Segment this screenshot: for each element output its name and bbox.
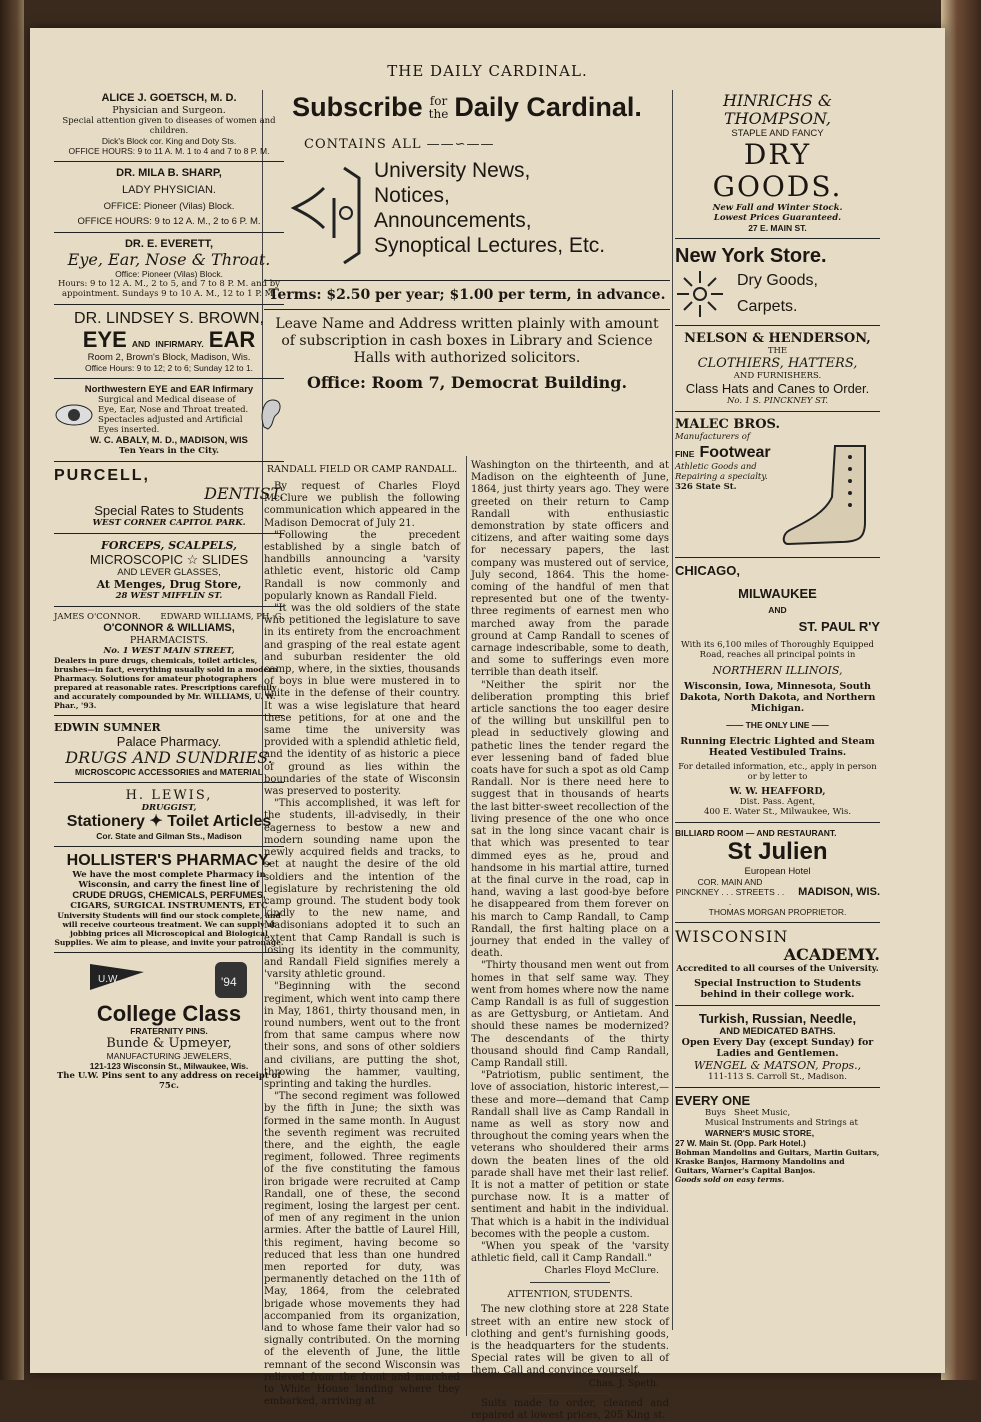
contains-label: CONTAINS ALL <box>304 137 422 152</box>
ad-text: CIGARS, SURGICAL INSTRUMENTS, ETC <box>70 901 268 911</box>
ad-address: Cor. State and Gilman Sts., Madison <box>96 831 242 841</box>
ad-specialty: Eye, Ear, Nose & Throat. <box>67 250 271 269</box>
ad-subtitle: PHARMACISTS. <box>129 635 209 646</box>
ad-text: For detailed information, etc., apply in person or by letter to <box>678 762 877 782</box>
ad-address: COR. MAIN AND PINCKNEY . . . STREETS . . . <box>675 877 785 907</box>
ad-text: Wisconsin, Iowa, Minnesota, South Dakota, North Dakota, and Northern Michigan. <box>679 681 876 714</box>
contains-item: Announcements, <box>374 209 532 232</box>
ad-text: We have the most complete Pharmacy in Wisconsin, and carry the finest line of <box>72 870 266 890</box>
ad-subtitle: Manufacturers of <box>675 432 751 442</box>
article-paragraph: "Neither the spirit nor the deliberation prompting this brief article sanctions the too eager desire of the willing but unskillful pen to plead in seductively glowing and pathetic lines the tender regard the ever lessening band of faded blue coats have for such a spot as old Camp Randall. Nor is there need here to suggest that in thousands of hearts the last bitter-sweet recollection of the living presence of the one who once sat in the long since vacant chair is that which was presented to tear dimmed eyes as he, proud and handsome in his martial attire, turned at the final curve in the road, cap in hand, waving a last good-bye before he disappeared from them forever on his march to Camp Randall, to Camp Randall, the first halting place on a journey that ended in the valley of death. <box>471 679 669 960</box>
ad-title: ST. PAUL R'Y <box>798 619 880 634</box>
ad-goetsch <box>54 90 284 158</box>
ad-region: NORTHERN ILLINOIS, <box>712 664 843 677</box>
ad-store: WARNER'S MUSIC STORE, <box>705 1128 815 1138</box>
ad-toilet: Toilet Articles <box>167 813 272 830</box>
ad-hollister <box>54 850 284 949</box>
ad-text: Bohman Mandolins and Guitars, Martin Guitars, Kraske Banjos, Harmony Mandolins and Guitars, Warner's Capital Banjos. <box>675 1148 880 1175</box>
ad-address: 400 E. Water St., Milwaukee, Wis. <box>703 807 852 817</box>
article-paragraph: By request of Charles Floyd McClure we publish the following communication which appeared in the Madison Democrat of July 21. <box>264 481 460 529</box>
ad-text: Musical Instruments and Strings at <box>705 1118 858 1128</box>
office-address: Office: Room 7, Democrat Building. <box>306 373 628 392</box>
ad-eye: EYE <box>82 327 127 352</box>
column-rule <box>672 90 673 1330</box>
article-paragraph: "Patriotism, public sentiment, the love of association, historic interest,—these and more—demand that Camp Randall shall live as Camp Randall in name as well as story now and throughout the coming years when the veterans who shouldered their arms down the beaten lines of the old parade shall have met their last relief. It is not a matter of petition or state purchase now. It is a matter of sentiment and habit in the individual. That which is a habit in the individual becomes with the people a custom. <box>471 1070 669 1240</box>
ad-northwestern <box>54 382 284 458</box>
subscribe-for: for <box>429 93 448 108</box>
ad-text: Special Instruction to Students behind in their college work. <box>694 978 861 1000</box>
ads-column-right <box>675 90 880 1186</box>
ad-warner <box>675 1091 880 1186</box>
ad-address: Room 2, Brown's Block, Madison, Wis. <box>87 352 251 363</box>
ad-sumner <box>54 719 284 779</box>
ad-hours: Office Hours: 9 to 12; 2 to 6; Sunday 12 to 1. <box>84 363 254 373</box>
ad-proprietor: THOMAS MORGAN PROPRIETOR. <box>708 907 847 917</box>
ad-years: Ten Years in the City. <box>118 446 220 456</box>
ad-hours: OFFICE HOURS: 9 to 11 A. M. 1 to 4 and 7 to 8 P. M. <box>68 146 270 156</box>
ad-subtitle: CLOTHIERS, HATTERS, <box>697 356 858 371</box>
article-column-a <box>264 460 460 1408</box>
ad-text: AND FURNISHERS. <box>733 371 822 381</box>
ad-text: Goods sold on easy terms. <box>675 1175 785 1184</box>
ad-title: HOLLISTER'S PHARMACY. <box>66 852 272 869</box>
notice-signature: Chas. J. Speth. <box>588 1377 659 1389</box>
ad-title: ALICE J. GOETSCH, M. D. <box>101 92 237 104</box>
ad-carpets: Carpets. <box>737 298 798 315</box>
ad-text: Lowest Prices Guaranteed. <box>713 213 842 223</box>
ad-title: College Class <box>96 1001 242 1026</box>
ad-ny-store <box>675 242 880 322</box>
ad-title: CHICAGO, <box>675 563 740 578</box>
ad-academy <box>675 926 880 1002</box>
ad-slides: MICROSCOPIC ☆ SLIDES <box>89 552 249 567</box>
subscribe-title: Daily Cardinal. <box>454 92 642 122</box>
subscribe-word: Subscribe <box>292 92 423 122</box>
ad-restaurant: AND RESTAURANT. <box>756 828 837 838</box>
ad-text: AND LEVER GLASSES, <box>117 567 221 578</box>
ad-hinrichs <box>675 90 880 235</box>
ad-text: MANUFACTURING JEWELERS, <box>106 1051 232 1061</box>
article-paragraph: "Beginning with the second regiment, which went into camp there in May, 1861, thirty thousand men, in round numbers, went out to the front from that same campus where now their sons, and sons of other soldiers and civilians, are putting the shot, throwing the hammer, vaulting, sprinting and taking the hurdles. <box>264 981 460 1090</box>
ad-subtitle: AND MEDICATED BATHS. <box>719 1026 836 1037</box>
ad-the: THE <box>767 346 788 356</box>
ad-address: 27 E. MAIN ST. <box>748 223 807 233</box>
ornament-icon <box>264 158 374 268</box>
ad-text: New Fall and Winter Stock. <box>712 203 843 213</box>
ad-title: PURCELL, <box>54 467 150 484</box>
article-paragraph: "It was the old soldiers of the state who petitioned the legislature to save in its entirety from the encroachment and grasping of the real estate agent and suburban residenter the old camp, where, in the sixties, thousands of boys in blue were mustered in to unite in the defense of their country. It was a wise legislature that heard these petitions, for at one and the same time the university was provided with a splendid athletic field, and the identity of as historic a piece of ground as lies within the boundaries of the state of Wisconsin was preserved to posterity. <box>264 603 460 798</box>
ad-text: Running Electric Lighted and Steam Heated Vestibuled Trains. <box>680 736 875 758</box>
ad-address: 27 W. Main St. (Opp. Park Hotel.) <box>675 1138 806 1148</box>
eye-icon <box>54 400 94 430</box>
ad-subtitle: European Hotel <box>744 866 811 877</box>
ad-address: Office: Pioneer (Vilas) Block. <box>115 269 223 279</box>
ad-only-line: THE ONLY LINE <box>745 720 810 730</box>
ad-ear: EAR <box>208 327 256 352</box>
ad-text: Dealers in pure drugs, chemicals, toilet articles, brushes—in fact, everything usually sold in a modern Pharmacy. Solutions for amateur photographers prepared at reasonable rates. Prescriptions carefully and accurately compounded by Mr. WILLIAMS, U. W. Phar., '93. <box>54 656 278 710</box>
ad-text: Class Hats and Canes to Order. <box>685 381 870 396</box>
ad-nelson <box>675 329 880 408</box>
ad-title: DR. E. EVERETT, <box>124 238 214 250</box>
ad-text: Accredited to all courses of the University. <box>676 964 879 974</box>
terms: Terms: $2.50 per year; $1.00 per term, in advance. <box>268 287 666 303</box>
ad-address: 111-113 S. Carroll St., Madison. <box>708 1072 847 1082</box>
ad-bunde <box>54 956 284 1093</box>
boot-icon <box>780 442 875 552</box>
article-title: RANDALL FIELD OR CAMP RANDALL. <box>266 464 458 475</box>
ad-purcell <box>54 465 284 530</box>
ad-title: Northwestern EYE and EAR Infirmary <box>84 384 254 395</box>
contains-item: Synoptical Lectures, Etc. <box>374 234 606 257</box>
ad-address: No. 1 WEST MAIN STREET, <box>103 646 235 656</box>
ad-lewis: H. LEWIS, DRUGGIST, Stationery ✦ Toilet Articles Cor. State and Gilman Sts., Madison <box>54 786 284 843</box>
ad-baths <box>675 1009 880 1084</box>
notice-text: Suits made to order, cleaned and repaired at lowest prices, 205 King st. <box>471 1397 669 1421</box>
ad-subtitle: FRATERNITY PINS. <box>130 1026 208 1036</box>
ad-and: AND <box>131 339 151 349</box>
ad-billiard: BILLIARD ROOM <box>675 828 744 838</box>
badge-icon <box>209 958 253 1002</box>
contains-item: Notices, <box>374 184 450 207</box>
ad-st-julien: BILLIARD ROOM — AND RESTAURANT. St Julien European Hotel COR. MAIN AND PINCKNEY . . . STREETS . . . MADISON, WIS. THOMAS MORGAN PROPRIETOR. <box>675 828 880 917</box>
ad-title: O'CONNOR & WILLIAMS, <box>103 622 235 634</box>
contains-item: University News, <box>374 159 531 182</box>
subscribe-the: the <box>428 106 449 121</box>
ad-address: WEST CORNER CAPITOL PARK. <box>92 518 246 528</box>
ad-subtitle: DRUGGIST, <box>141 803 197 813</box>
ad-name-right: EDWARD WILLIAMS, PH. G. <box>160 612 284 622</box>
ad-title: EVERY ONE <box>675 1093 751 1108</box>
ad-doctor: W. C. ABALY, M. D., MADISON, WIS <box>90 435 248 446</box>
ad-title: St Julien <box>727 838 828 865</box>
ad-agent-title: Dist. Pass. Agent, <box>739 797 816 807</box>
article-paragraph: "The second regiment was followed by the fifth in June; the sixth was formed in the same month. In August the seventh regiment was recruited there, and the eighth, the eagle regiment, followed. Three regiments of the five constituting the famous iron brigade were recruited at Camp Randall, one of these, the second regiment, losing the largest per cent. of men of any regiment in the union armies. After the battle of Laurel Hill, this regiment, having become so reduced that less than one hundred men reported for duty, was permanently detached on the 11th of May, 1864, from the celebrated brigade whose movements they had accompanied from its organization, and to whose fame their valor had so signally contributed. On the morning of the eleventh of June, the little remnant of the second Wisconsin was relieved from the front and marched to White House landing where they embarked, arriving at <box>264 1091 460 1408</box>
ad-text: CRUDE DRUGS, CHEMICALS, PERFUMES, <box>72 890 266 901</box>
ad-pharmacy: Palace Pharmacy. <box>116 734 222 749</box>
ad-brown <box>54 308 284 375</box>
ad-hours: Hours: 9 to 12 A. M., 2 to 5, and 7 to 8 P. M. and by appointment. Sundays 9 to 10 A. M., 12 to 1 P. M. <box>58 279 280 299</box>
ad-proprietors: WENGEL & MATSON, Props., <box>693 1059 862 1072</box>
article-paragraph: "Thirty thousand men went out from homes in that self same way. They went from homes where now the name Camp Randall is as full of suggestion as are Gettysburg, or Antietam. And should these names be modernized? The descendants of the thirty thousand should find Camp Randall, Camp Randall still. <box>471 960 669 1069</box>
ad-drugs: DRUGS AND SUNDRIES. <box>65 748 273 767</box>
article-paragraph: Washington on the thirteenth, and at Madison on the eighteenth of June, 1864, just thirty years ago. They were greeted on their return to Camp Randall with enthusiastic demonstration by state officers and citizens, and after waiting some days for necessary papers, the last company was mustered out of service, July second, 1864. This the home-coming of the handful of men that represented but one of the twenty-three regiments of earnest men who marched away from the parade ground at Camp Randall to scenes of carnage indescribable, some to death, and some to sufferings even more terrible than death itself. <box>471 460 669 679</box>
ad-agent: W. W. HEAFFORD, <box>729 786 826 797</box>
article-paragraph: "When you speak of the 'varsity athletic field, call it Camp Randall." <box>471 1241 669 1265</box>
ad-text: Athletic Goods and Repairing a specialty. <box>675 462 768 482</box>
ad-text: University Students will find our stock complete, and will receive courteous treatment. We can supply at jobbing prices all Microscopical and Biological Supplies. We aim to please, and invite your patronage. <box>54 911 284 947</box>
ads-column-left <box>54 90 284 1093</box>
ad-stationery: Stationery <box>66 813 145 830</box>
badge-label: '94 <box>220 975 237 989</box>
ad-address: OFFICE: Pioneer (Vilas) Block. <box>103 201 235 212</box>
ad-fine: FINE <box>675 449 695 459</box>
ad-title: WISCONSIN <box>675 927 789 946</box>
book-binding <box>0 0 24 1380</box>
ad-address: Dick's Block cor. King and Doty Sts. <box>101 136 237 146</box>
ad-sheet: Sheet Music, <box>734 1108 791 1118</box>
ad-title: MILWAUKEE <box>738 586 817 601</box>
ad-name-left: JAMES O'CONNOR. <box>54 612 141 622</box>
ad-subtitle: LADY PHYSICIAN. <box>122 184 216 196</box>
ad-oconnor <box>54 610 284 712</box>
column-rule <box>466 456 467 1336</box>
article-paragraph: "Following the precedent established by a single batch of handbills announcing a 'varsity athletic event, historic old Camp Randall is now commonly and popularly known as Randall Field. <box>264 529 460 602</box>
ad-infirmary: INFIRMARY. <box>155 339 204 349</box>
ad-address: 121-123 Wisconsin St., Milwaukee, Wis. <box>89 1061 249 1071</box>
ad-railway: CHICAGO, MILWAUKEE AND ST. PAUL R'Y With its 6,100 miles of Thoroughly Equipped Road, reaches all principal points in NORTHERN ILLINOIS, Wisconsin, Iowa, Minnesota, South Dakota, North Dakota, and Northern Michigan. —— THE ONLY LINE —— Running Electric Lighted and Steam Heated Vestibuled Trains. For detailed information, etc., apply in person or by letter to W. W. HEAFFORD, Dist. Pass. Agent, 400 E. Water St., Milwaukee, Wis. <box>675 563 880 817</box>
notice-text: The new clothing store at 228 State street with an entire new stock of clothing and gent's furnishing goods, is the headquarters for the students. Special rates will be given to all of them. Call and convince yourself. <box>471 1304 669 1377</box>
ad-title: ACADEMY. <box>783 945 880 964</box>
sun-icon <box>675 269 725 319</box>
ad-title: HINRICHS & THOMPSON, <box>722 91 833 128</box>
ad-buys: Buys <box>705 1108 726 1118</box>
article-signature: Charles Floyd McClure. <box>544 1265 659 1277</box>
ad-and: AND <box>768 605 787 615</box>
ad-subtitle: Physician and Surgeon. <box>112 105 226 116</box>
ad-title: H. LEWIS, <box>125 788 213 803</box>
newspaper-page <box>30 28 945 1421</box>
article-column-b <box>471 460 669 1421</box>
ad-title: NELSON & HENDERSON, <box>684 331 871 346</box>
ad-text: MICROSCOPIC ACCESSORIES and MATERIAL <box>75 767 263 777</box>
article-paragraph: "This accomplished, it was left for the students, ill-advisedly, in their eagerness to bestow a new and modern sounding name upon the newly acquired fields and tracks, to set at naught the desire of the old soldiers and the intention of the legislature by rechristening the old camp ground. The student body took kindly to the new name, and Madisonians adopted it to such an extent that Camp Randall is such is losing its identity in the community, and Randall Field signifies merely a 'varsity athletic ground. <box>264 798 460 981</box>
notice-title: ATTENTION, STUDENTS. <box>507 1289 633 1301</box>
ad-address: No. 1 S. PINCKNEY ST. <box>726 396 829 406</box>
ad-dry-goods: Dry Goods, <box>737 272 818 289</box>
book-edge <box>941 0 981 1380</box>
ad-dry-goods: DRY GOODS. <box>712 138 843 203</box>
page-header: THE DAILY CARDINAL. <box>387 62 588 80</box>
ad-city: MADISON, WIS. <box>798 885 880 898</box>
ad-text: Open Every Day (except Sunday) for Ladies and Gentlemen. <box>681 1037 874 1059</box>
pennant-label: U.W. <box>97 974 120 985</box>
ad-address: 326 State St. <box>675 482 737 492</box>
ad-dentist: DENTIST. <box>204 484 284 503</box>
pennant-icon <box>86 960 146 1000</box>
ad-title: MALEC BROS. <box>675 417 780 432</box>
ad-malec <box>675 415 880 554</box>
ad-name: Bunde & Upmeyer, <box>106 1036 232 1051</box>
ad-address: 28 WEST MIFFLIN ST. <box>115 591 223 601</box>
ad-store: At Menges, Drug Store, <box>96 578 242 591</box>
ad-title: FORCEPS, SCALPELS, <box>101 539 237 552</box>
ad-everett <box>54 236 284 301</box>
ad-title: Turkish, Russian, Needle, <box>698 1011 857 1026</box>
ad-rates: Special Rates to Students <box>94 503 244 518</box>
ad-sharp <box>54 165 284 229</box>
ad-title: EDWIN SUMNER <box>54 721 161 734</box>
ad-text: The U.W. Pins sent to any address on receipt of 75c. <box>56 1071 282 1091</box>
ad-subtitle: STAPLE AND FANCY <box>731 128 824 139</box>
ad-footwear: Footwear <box>699 444 771 461</box>
subscribe-instructions: Leave Name and Address written plainly with amount of subscription in cash boxes in Library and Science Halls with authorized solicitors. <box>275 316 659 366</box>
ad-text: With its 6,100 miles of Thoroughly Equipped Road, reaches all principal points in <box>681 640 874 660</box>
ad-title: DR. LINDSEY S. BROWN, <box>74 310 264 327</box>
ad-title: New York Store. <box>675 245 827 267</box>
ad-menges <box>54 537 284 603</box>
ad-title: DR. MILA B. SHARP, <box>116 167 222 179</box>
subscribe-ad: Subscribe for the Daily Cardinal. CONTAINS ALL ——∽—— University News, Notices, Announcements, Synoptical Lectures, Etc. Terms: $2.50 per year; $1.00 per term, in advance. Leave Name and Address written plainly with amount of subscription in cash boxes in Library and Science Halls with authorized solicitors. Office: Room 7, Democrat Building. <box>264 90 670 450</box>
ad-text: Surgical and Medical disease of Eye, Ear, Nose and Throat treated. Spectacles adjusted and Artificial Eyes inserted. <box>98 395 249 435</box>
ad-text: Special attention given to diseases of women and children. <box>62 116 276 136</box>
ad-hours: OFFICE HOURS: 9 to 12 A. M., 2 to 6 P. M. <box>77 216 261 227</box>
